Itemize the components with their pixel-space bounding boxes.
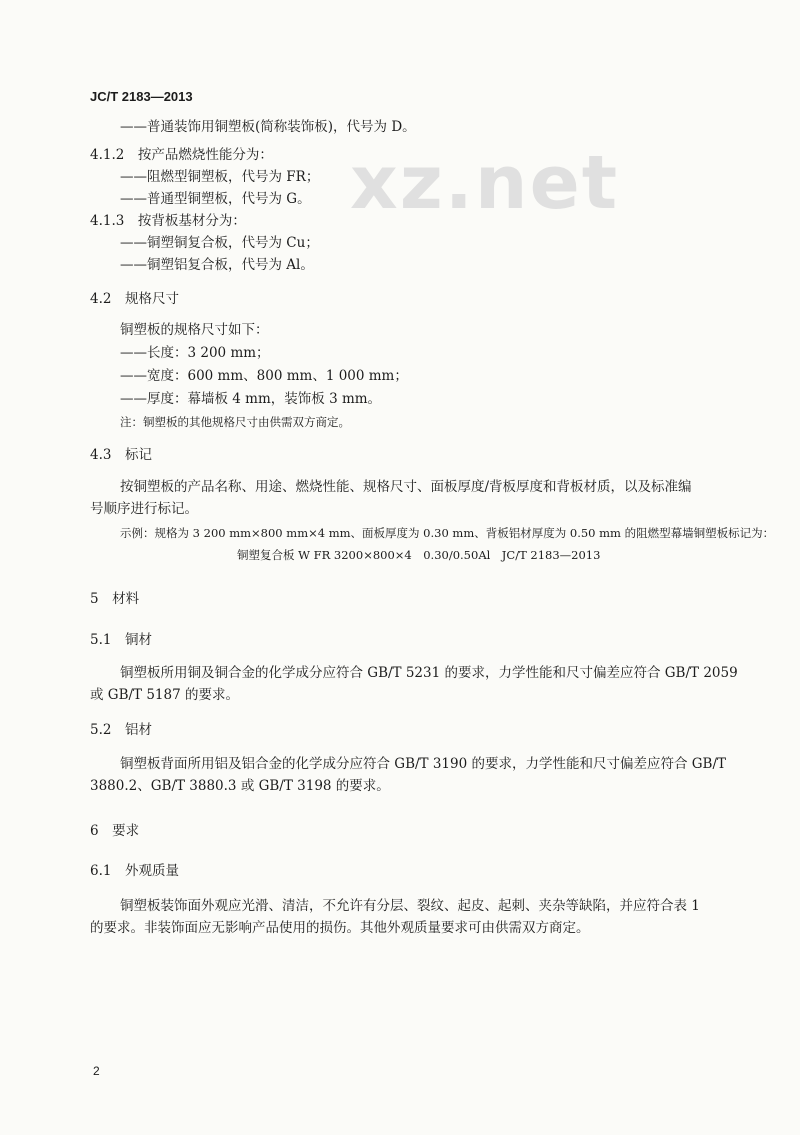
list-item: ——普通装饰用铜塑板(简称装饰板)，代号为 D。 (120, 119, 416, 135)
example: 示例：规格为 3 200 mm×800 mm×4 mm、面板厚度为 0.30 mm、背板铝材厚度为 0.50 mm 的阻燃型幕墙铜塑板标记为： (120, 526, 775, 540)
list-item: ——厚度：幕墙板 4 mm，装饰板 3 mm。 (120, 391, 382, 407)
list-item: ——长度：3 200 mm； (120, 345, 270, 361)
paragraph: 3880.2、GB/T 3880.3 或 GB/T 3198 的要求。 (90, 778, 390, 794)
example-marking: 铜塑复合板 W FR 3200×800×4 0.30/0.50Al JC/T 2183—2013 (237, 548, 601, 562)
chapter-heading: 6 要求 (90, 823, 140, 839)
page-number: 2 (93, 1064, 100, 1078)
section-heading: 5.1 铜材 (90, 632, 152, 648)
watermark: xz.net (350, 140, 620, 226)
list-item: ——宽度：600 mm、800 mm、1 000 mm； (120, 368, 408, 384)
paragraph: 按铜塑板的产品名称、用途、燃烧性能、规格尺寸、面板厚度/背板厚度和背板材质，以及标准编 (120, 479, 692, 495)
chapter-heading: 5 材料 (90, 591, 140, 607)
paragraph: 或 GB/T 5187 的要求。 (90, 687, 239, 703)
paragraph: 铜塑板装饰面外观应光滑、清洁，不允许有分层、裂纹、起皮、起刺、夹杂等缺陷，并应符合表 1 (120, 898, 700, 914)
paragraph: 号顺序进行标记。 (90, 501, 198, 517)
list-item: ——铜塑铜复合板，代号为 Cu； (120, 235, 319, 251)
section-heading: 6.1 外观质量 (90, 863, 179, 879)
section-heading: 5.2 铝材 (90, 722, 152, 738)
list-item: ——铜塑铝复合板，代号为 Al。 (120, 257, 314, 273)
clause-heading: 4.1.3 按背板基材分为： (90, 213, 246, 229)
list-item: ——普通型铜塑板，代号为 G。 (120, 191, 311, 207)
paragraph: 铜塑板的规格尺寸如下： (120, 322, 269, 338)
standard-id: JC/T 2183—2013 (90, 89, 193, 104)
section-heading: 4.3 标记 (90, 447, 152, 463)
list-item: ——阻燃型铜塑板，代号为 FR； (120, 169, 320, 185)
paragraph: 的要求。非装饰面应无影响产品使用的损伤。其他外观质量要求可由供需双方商定。 (90, 920, 590, 936)
paragraph: 铜塑板所用铜及铜合金的化学成分应符合 GB/T 5231 的要求，力学性能和尺寸偏差应符合 GB/T 2059 (120, 665, 738, 681)
note: 注：铜塑板的其他规格尺寸由供需双方商定。 (120, 415, 350, 429)
section-heading: 4.2 规格尺寸 (90, 291, 179, 307)
clause-heading: 4.1.2 按产品燃烧性能分为： (90, 147, 273, 163)
paragraph: 铜塑板背面所用铝及铝合金的化学成分应符合 GB/T 3190 的要求，力学性能和尺寸偏差应符合 GB/T (120, 756, 727, 772)
